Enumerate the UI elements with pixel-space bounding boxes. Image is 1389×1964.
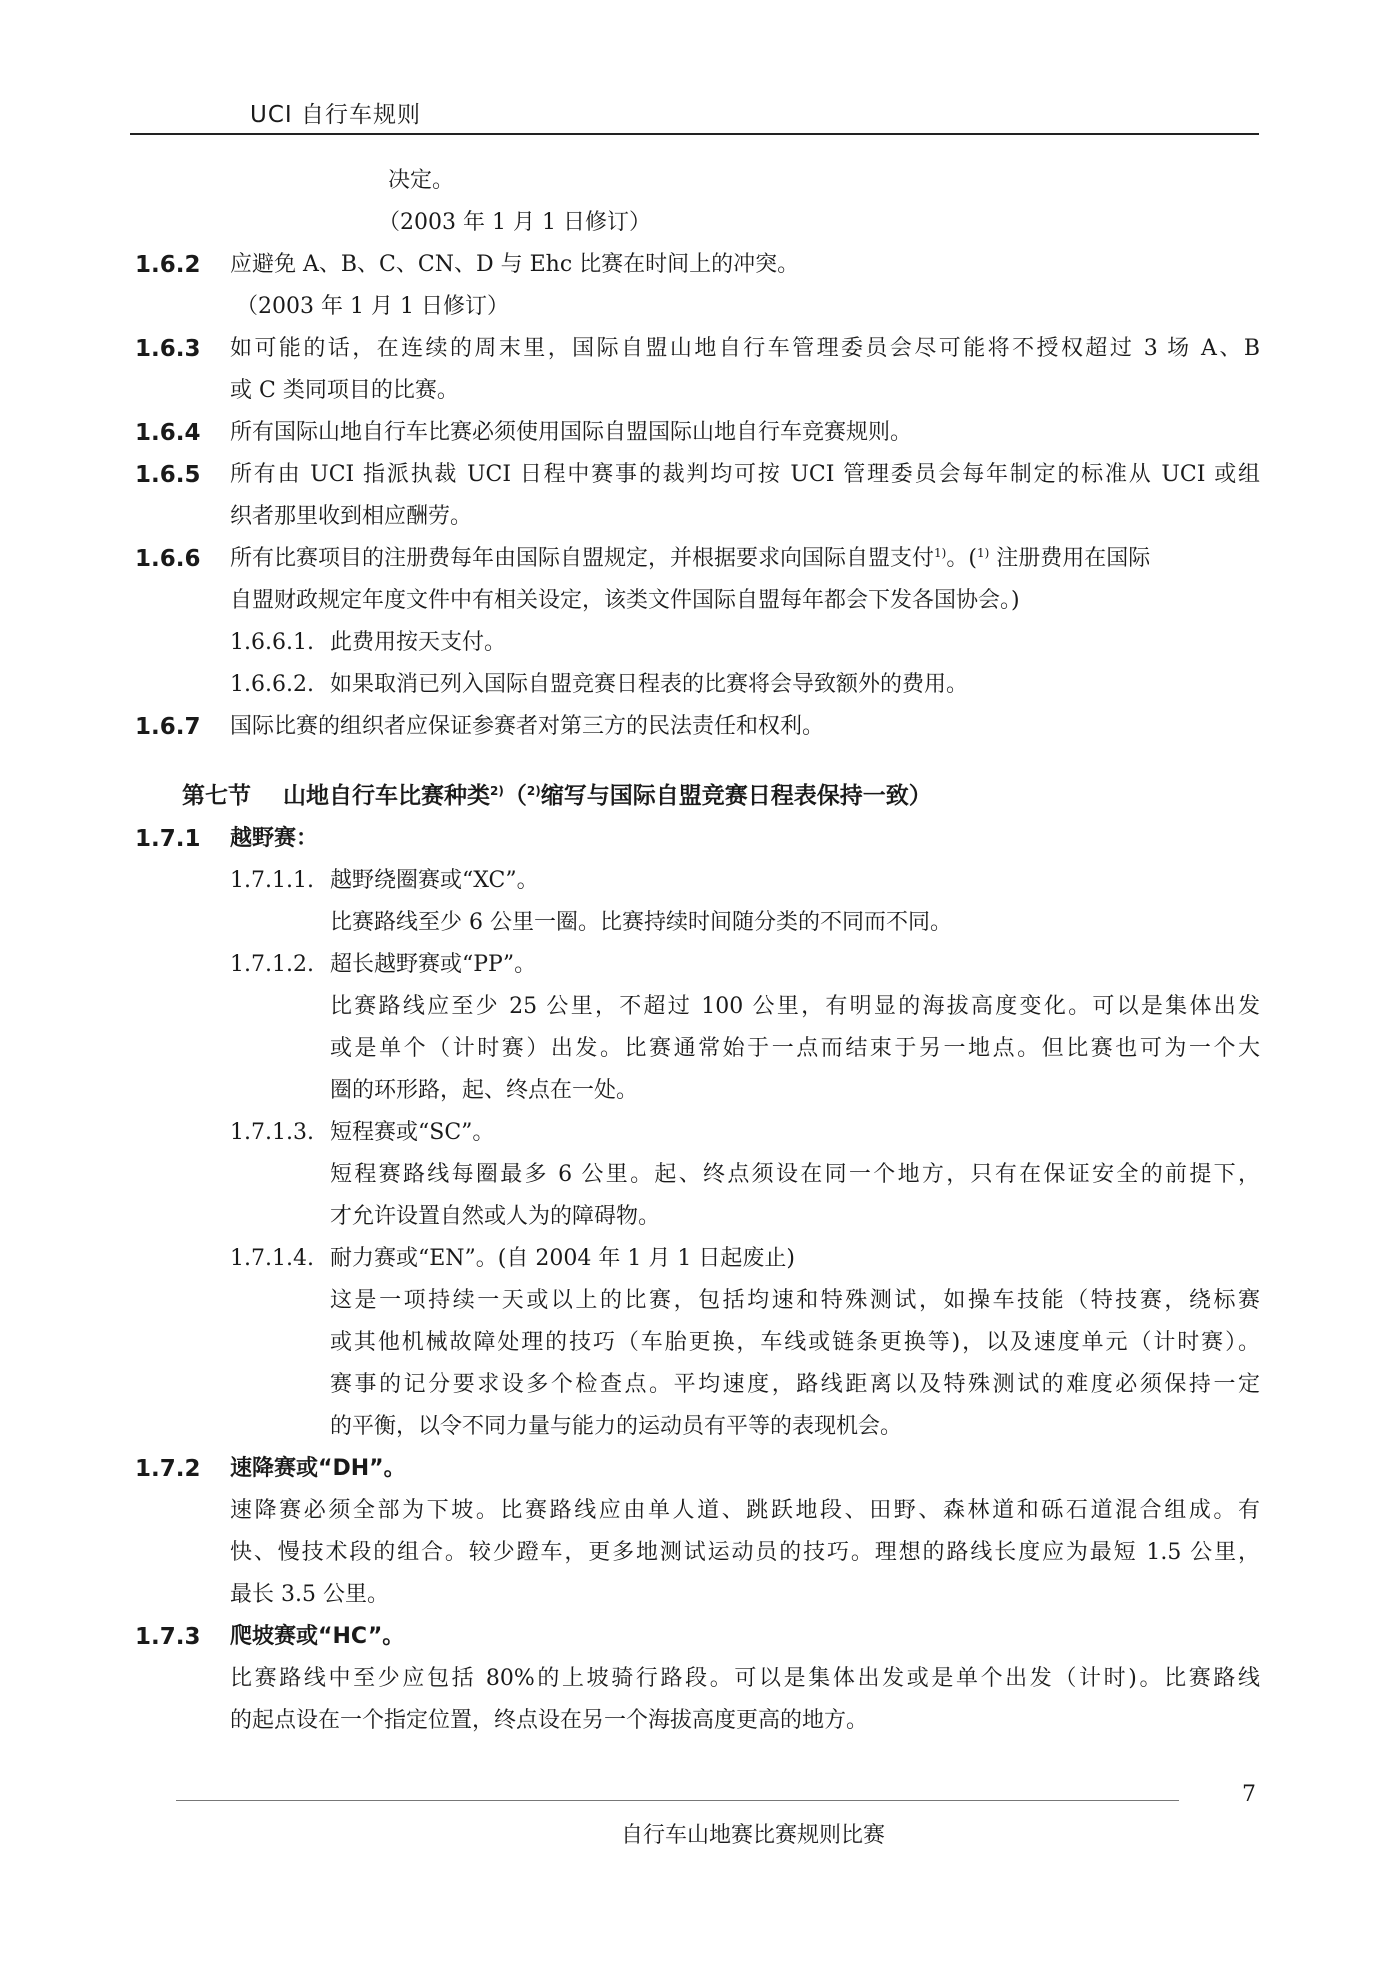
- clause-1-6-5: [130, 454, 1260, 496]
- clause-text: 应避免 A、B、C、CN、D 与 Ehc 比赛在时间上的冲突。: [230, 252, 800, 277]
- revision-note: （2003 年 1 月 1 日修订）: [236, 294, 509, 319]
- clause-number: 1.6.3: [135, 336, 201, 362]
- clause-1-6-3: [130, 328, 1260, 370]
- clause-number: 1.6.6: [135, 546, 201, 572]
- sub-clause-text: 比赛路线至少 6 公里一圈。比赛持续时间随分类的不同而不同。: [330, 910, 952, 935]
- sub-clause-text: 此费用按天支付。: [330, 630, 507, 655]
- sub-clause-1-6-6-1: [130, 622, 1260, 664]
- clause-number: 1.6.2: [135, 252, 201, 278]
- sub-clause-text: [130, 1364, 1260, 1406]
- clause-text-line: 比赛路线中至少应包括 80%的上坡骑行路段。可以是集体出发或是单个出发（计时)。比赛路线: [230, 1666, 1260, 1691]
- sub-clause-number: 1.7.1.3.: [230, 1120, 314, 1145]
- sub-clause-1-6-6-2: [130, 664, 1260, 706]
- sub-clause-text-line: 或是单个（计时赛）出发。比赛通常始于一点而结束于另一地点。但比赛也可为一个大: [330, 1036, 1260, 1061]
- footnote-marker: 2): [490, 784, 504, 798]
- sub-clause-text-line: 短程赛路线每圈最多 6 公里。起、终点须设在同一个地方，只有在保证安全的前提下，: [330, 1162, 1260, 1187]
- clause-text: 所有由 UCI 指派执裁 UCI 日程中赛事的裁判均可按 UCI 管理委员会每年制定的标准从 UCI 或组: [230, 462, 1260, 487]
- clause-1-6-2: [130, 244, 1260, 286]
- clause-number: 1.6.4: [135, 420, 201, 446]
- clause-1-6-7: [130, 706, 1260, 748]
- clause-text: 所有国际山地自行车比赛必须使用国际自盟国际山地自行车竞赛规则。: [230, 420, 913, 445]
- clause-text-part: 所有比赛项目的注册费每年由国际自盟规定，并根据要求向国际自盟支付: [230, 546, 935, 571]
- clause-number: 1.7.2: [135, 1456, 201, 1482]
- clause-1-7-3: [130, 1616, 1260, 1658]
- sub-clause-number: 1.6.6.1.: [230, 630, 314, 655]
- paragraph-line: 决定。: [388, 168, 455, 193]
- clause-number: 1.7.1: [135, 826, 201, 852]
- clause-1-7-1: [130, 818, 1260, 860]
- footer-title: 自行车山地赛比赛规则比赛: [621, 1823, 886, 1848]
- sub-clause-text-line: 赛事的记分要求设多个检查点。平均速度，路线距离以及特殊测试的难度必须保持一定: [330, 1372, 1260, 1397]
- sub-clause-text: [130, 986, 1260, 1028]
- section-label: 第七节: [182, 783, 251, 809]
- footnote-marker: 1): [934, 546, 947, 560]
- clause-1-7-2: [130, 1448, 1260, 1490]
- sub-clause-text-line: 比赛路线应至少 25 公里，不超过 100 公里，有明显的海拔高度变化。可以是集体出发: [330, 994, 1260, 1019]
- section-title-text: （: [503, 783, 527, 809]
- page-header-title: UCI 自行车规则: [250, 102, 421, 128]
- clause-number: 1.6.7: [135, 714, 201, 740]
- sub-clause-title: 超长越野赛或“PP”。: [330, 952, 537, 977]
- document-body: [130, 160, 1260, 1742]
- sub-clause-text-line: 这是一项持续一天或以上的比赛，包括均速和特殊测试，如操车技能（特技赛，绕标赛: [330, 1288, 1260, 1313]
- clause-text-cont: 自盟财政规定年度文件中有相关设定，该类文件国际自盟每年都会下发各国协会。): [230, 588, 1020, 613]
- clause-title: 速降赛或“DH”。: [230, 1456, 406, 1481]
- sub-clause-1-7-1-3: [130, 1112, 1260, 1154]
- clause-text: 如可能的话，在连续的周末里，国际自盟山地自行车管理委员会尽可能将不授权超过 3 场 A、B: [230, 336, 1260, 361]
- sub-clause-number: 1.7.1.4.: [230, 1246, 314, 1271]
- section-title-text: 山地自行车比赛种类: [283, 783, 490, 809]
- clause-text: [130, 1490, 1260, 1532]
- sub-clause-text: 圈的环形路，起、终点在一处。: [330, 1078, 639, 1103]
- clause-text-part: 。(: [946, 546, 977, 571]
- sub-clause-text: [130, 1154, 1260, 1196]
- clause-text: 的起点设在一个指定位置，终点设在另一个海拔高度更高的地方。: [230, 1708, 869, 1733]
- footnote-marker: 2): [526, 784, 541, 798]
- footer-divider: [176, 1800, 1179, 1801]
- section-heading: [130, 774, 1260, 818]
- clause-title: 越野赛：: [230, 826, 319, 851]
- clause-text-cont: 或 C 类同项目的比赛。: [230, 378, 459, 403]
- sub-clause-1-7-1-4: [130, 1238, 1260, 1280]
- clause-text-line: 速降赛必须全部为下坡。比赛路线应由单人道、跳跃地段、田野、森林道和砾石道混合组成。有: [230, 1498, 1260, 1523]
- sub-clause-title: 越野绕圈赛或“XC”。: [330, 868, 539, 893]
- sub-clause-1-7-1-1: [130, 860, 1260, 902]
- clause-text: 最长 3.5 公里。: [230, 1582, 389, 1607]
- clause-text: 国际比赛的组织者应保证参赛者对第三方的民法责任和权利。: [230, 714, 825, 739]
- clause-1-6-6: [130, 538, 1260, 580]
- footnote-marker: 1): [976, 546, 990, 560]
- sub-clause-number: 1.6.6.2.: [230, 672, 314, 697]
- sub-clause-title: 短程赛或“SC”。: [330, 1120, 495, 1145]
- clause-text: [130, 1532, 1260, 1574]
- clause-text-cont: 织者那里收到相应酬劳。: [230, 504, 473, 529]
- sub-clause-title: 耐力赛或“EN”。(自 2004 年 1 月 1 日起废止): [330, 1246, 795, 1271]
- page-number: 7: [1242, 1782, 1256, 1807]
- sub-clause-text: 才允许设置自然或人为的障碍物。: [330, 1204, 661, 1229]
- sub-clause-text: 的平衡，以令不同力量与能力的运动员有平等的表现机会。: [330, 1414, 903, 1439]
- section-footnote-text: 缩写与国际自盟竞赛日程表保持一致）: [540, 783, 932, 809]
- clause-1-6-4: [130, 412, 1260, 454]
- footnote-text: 注册费用在国际: [989, 546, 1151, 571]
- clause-text: [230, 538, 1260, 580]
- header-divider: [130, 133, 1259, 135]
- sub-clause-1-7-1-2: [130, 944, 1260, 986]
- sub-clause-number: 1.7.1.1.: [230, 868, 314, 893]
- sub-clause-number: 1.7.1.2.: [230, 952, 314, 977]
- clause-text: [130, 1658, 1260, 1700]
- sub-clause-text: [130, 1280, 1260, 1322]
- sub-clause-text-line: 或其他机械故障处理的技巧（车胎更换，车线或链条更换等)，以及速度单元（计时赛）。: [330, 1330, 1260, 1355]
- clause-number: 1.7.3: [135, 1624, 201, 1650]
- clause-text-line: 快、慢技术段的组合。较少蹬车，更多地测试运动员的技巧。理想的路线长度应为最短 1.5 公里，: [230, 1540, 1260, 1565]
- sub-clause-text: 如果取消已列入国际自盟竞赛日程表的比赛将会导致额外的费用。: [330, 672, 969, 697]
- clause-number: 1.6.5: [135, 462, 201, 488]
- sub-clause-text: [130, 1322, 1260, 1364]
- sub-clause-text: [130, 1028, 1260, 1070]
- revision-note: （2003 年 1 月 1 日修订）: [378, 210, 651, 235]
- clause-title: 爬坡赛或“HC”。: [230, 1624, 405, 1649]
